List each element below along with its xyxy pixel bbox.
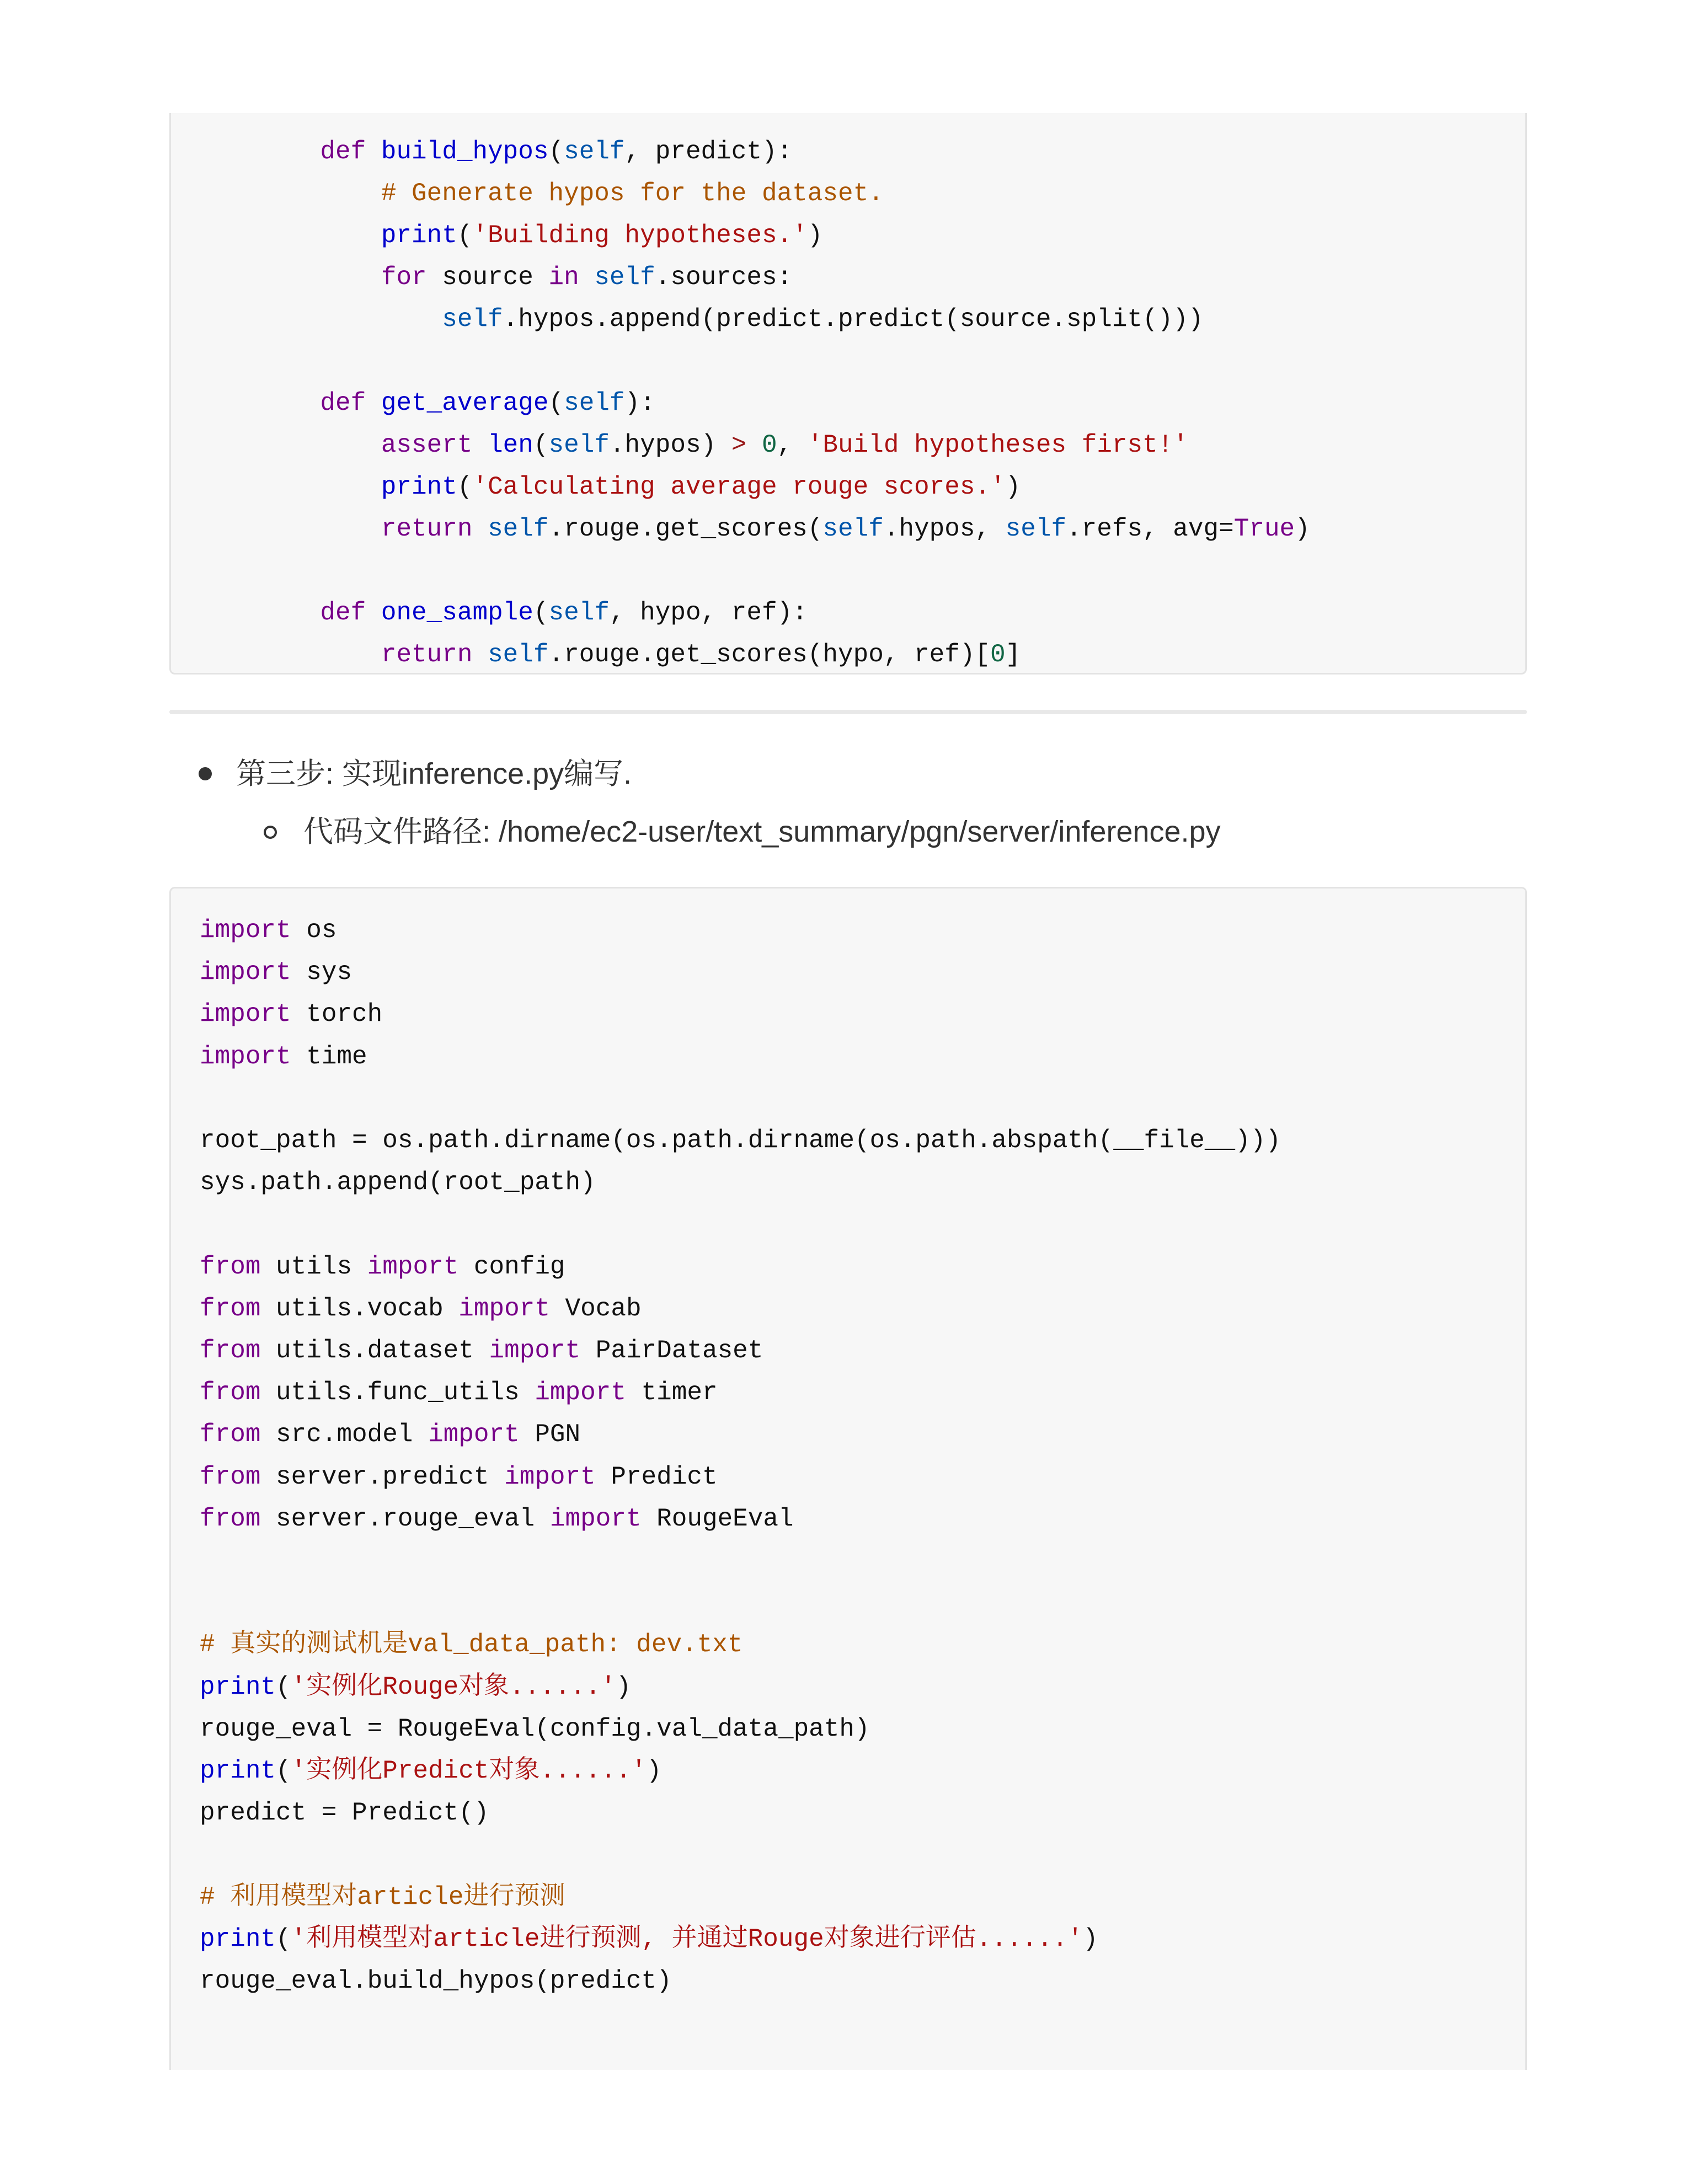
code-token: , hypo, ref):: [609, 598, 808, 627]
code-token: rouge_eval = RougeEval(config.val_data_path): [200, 1714, 870, 1743]
code-line: [259, 424, 1188, 466]
code-token: self: [548, 598, 610, 627]
code-token: import: [367, 1252, 474, 1281]
code-token: ): [616, 1672, 632, 1701]
code-line: [200, 1456, 718, 1498]
code-line: [259, 298, 1203, 340]
code-line: [200, 1330, 763, 1372]
code-token: print: [200, 1672, 276, 1701]
code-line: [200, 1498, 794, 1540]
code-token: 0: [762, 431, 777, 459]
code-token: .hypos,: [883, 515, 1006, 543]
code-token: 'Build hypotheses first!': [807, 431, 1188, 459]
code-token: '实例化Rouge对象......': [291, 1672, 616, 1701]
code-token: ,: [777, 431, 808, 459]
code-token: import: [200, 916, 307, 945]
code-token: root_path = os.path.dirname(os.path.dirname(os.path.abspath(__file__))): [200, 1126, 1281, 1155]
code-line: [200, 1246, 565, 1288]
code-token: from: [200, 1336, 276, 1365]
code-line: [200, 993, 382, 1035]
code-token: get_average: [381, 389, 549, 417]
code-token: True: [1233, 515, 1295, 543]
code-token: from: [200, 1294, 276, 1323]
code-token: len: [488, 431, 533, 459]
code-token: .hypos.append(predict.predict(source.split())): [503, 305, 1204, 334]
code-line: [200, 1288, 642, 1330]
code-line: [259, 508, 1310, 550]
code-token: self: [822, 515, 884, 543]
code-line: [259, 382, 655, 424]
code-token: self: [564, 389, 625, 417]
code-token: >: [731, 431, 747, 459]
file-path-label: 代码文件路径: /home/ec2-user/text_summary/pgn/server/inference.py: [303, 815, 1221, 848]
code-token: # 真实的测试机是val_data_path: dev.txt: [200, 1630, 743, 1660]
code-line: [200, 1372, 718, 1414]
code-token: print: [200, 1757, 276, 1785]
code-token: (: [457, 221, 473, 250]
code-token: import: [200, 1000, 307, 1029]
code-token: for: [259, 263, 442, 292]
code-token: .sources:: [655, 263, 793, 292]
code-line: [200, 1792, 489, 1834]
code-token: self: [1005, 515, 1067, 543]
code-token: import: [549, 1504, 657, 1533]
code-token: ):: [624, 389, 655, 417]
code-token: one_sample: [381, 598, 533, 627]
code-token: , predict):: [624, 137, 793, 166]
code-token: import: [428, 1420, 535, 1449]
code-line: [200, 1624, 743, 1666]
code-token: (: [276, 1672, 291, 1701]
code-token: ]: [1005, 640, 1021, 669]
code-line: [200, 1161, 596, 1203]
code-token: build_hypos: [381, 137, 549, 166]
code-line: [200, 1960, 672, 2002]
code-token: self: [564, 137, 625, 166]
code-token: (: [276, 1757, 291, 1785]
code-token: return: [259, 515, 488, 543]
code-token: rouge_eval.build_hypos(predict): [200, 1967, 672, 1995]
code-token: (: [276, 1924, 291, 1953]
code-token: ): [646, 1757, 662, 1785]
code-token: Vocab: [565, 1294, 642, 1323]
code-token: torch: [306, 1000, 383, 1029]
code-line: [259, 215, 822, 256]
step3-label: 第三步: 实现inference.py编写.: [236, 757, 632, 790]
code-token: # 利用模型对article进行预测: [200, 1882, 565, 1912]
code-token: self: [488, 640, 549, 669]
code-token: def: [259, 598, 381, 627]
code-token: assert: [259, 431, 488, 459]
code-line: [259, 173, 884, 215]
code-token: server.predict: [276, 1462, 505, 1491]
code-token: time: [306, 1042, 367, 1071]
bullet-dot-icon: [199, 767, 212, 780]
code-token: self: [259, 305, 503, 334]
code-token: 'Calculating average rouge scores.': [472, 473, 1006, 501]
code-line: [200, 1036, 367, 1078]
code-token: print: [200, 1924, 276, 1953]
code-line: [200, 1708, 870, 1750]
code-token: (: [548, 137, 564, 166]
code-token: ): [1295, 515, 1310, 543]
code-token: .rouge.get_scores(: [548, 515, 823, 543]
code-line: [200, 1666, 631, 1708]
code-line: [200, 951, 352, 993]
code-token: utils.vocab: [276, 1294, 459, 1323]
code-token: self: [488, 515, 549, 543]
code-token: in: [548, 263, 595, 292]
code-token: import: [200, 958, 307, 987]
code-token: import: [200, 1042, 307, 1071]
code-token: from: [200, 1420, 276, 1449]
code-line: [200, 1876, 565, 1918]
code-line: [200, 1414, 580, 1455]
code-token: 'Building hypotheses.': [472, 221, 808, 250]
bullet-circle-icon: [264, 826, 277, 839]
code-token: source: [442, 263, 549, 292]
code-token: [746, 431, 762, 459]
section-divider: [169, 710, 1527, 714]
code-token: PGN: [535, 1420, 581, 1449]
code-token: def: [259, 137, 381, 166]
code-token: sys: [306, 958, 352, 987]
code-token: print: [259, 473, 457, 501]
code-token: .hypos): [609, 431, 731, 459]
code-token: PairDataset: [595, 1336, 763, 1365]
code-token: '利用模型对article进行预测, 并通过Rouge对象进行评估......': [291, 1924, 1083, 1953]
code-token: print: [259, 221, 457, 250]
code-token: (: [533, 598, 549, 627]
code-line: [200, 1750, 661, 1792]
code-token: server.rouge_eval: [276, 1504, 550, 1533]
code-token: utils: [276, 1252, 367, 1281]
code-token: '实例化Predict对象......': [291, 1757, 647, 1785]
code-token: import: [489, 1336, 596, 1365]
code-token: ): [807, 221, 823, 250]
code-token: import: [458, 1294, 565, 1323]
code-token: from: [200, 1252, 276, 1281]
code-line: [259, 634, 1021, 676]
code-token: from: [200, 1504, 276, 1533]
code-token: .refs, avg=: [1066, 515, 1234, 543]
code-token: utils.dataset: [276, 1336, 489, 1365]
code-token: from: [200, 1462, 276, 1491]
code-token: sys.path.append(root_path): [200, 1168, 596, 1197]
code-token: src.model: [276, 1420, 429, 1449]
code-token: config: [473, 1252, 565, 1281]
code-token: from: [200, 1378, 276, 1407]
code-token: self: [548, 431, 610, 459]
code-line: [200, 1918, 1098, 1960]
code-token: ): [1005, 473, 1021, 501]
code-token: utils.func_utils: [276, 1378, 535, 1407]
code-block-rouge-eval: [169, 113, 1527, 675]
code-token: predict = Predict(): [200, 1798, 489, 1828]
code-token: .rouge.get_scores(hypo, ref)[: [548, 640, 991, 669]
code-line: [200, 1120, 1281, 1161]
code-line: [200, 909, 336, 951]
code-token: self: [594, 263, 655, 292]
code-token: ): [1082, 1924, 1098, 1953]
code-token: (: [533, 431, 549, 459]
code-line: [259, 256, 792, 298]
code-token: RougeEval: [656, 1504, 794, 1533]
code-token: Predict: [611, 1462, 718, 1491]
code-token: def: [259, 389, 381, 417]
code-line: [259, 131, 792, 173]
code-line: [259, 592, 808, 634]
code-token: import: [504, 1462, 611, 1491]
code-line: [259, 466, 1021, 508]
code-token: return: [259, 640, 488, 669]
code-block-inference: [169, 887, 1527, 2070]
code-token: timer: [641, 1378, 718, 1407]
code-token: (: [548, 389, 564, 417]
code-token: 0: [990, 640, 1006, 669]
code-token: os: [306, 916, 337, 945]
code-token: # Generate hypos for the dataset.: [259, 179, 884, 208]
code-token: import: [535, 1378, 642, 1407]
code-token: (: [457, 473, 473, 501]
